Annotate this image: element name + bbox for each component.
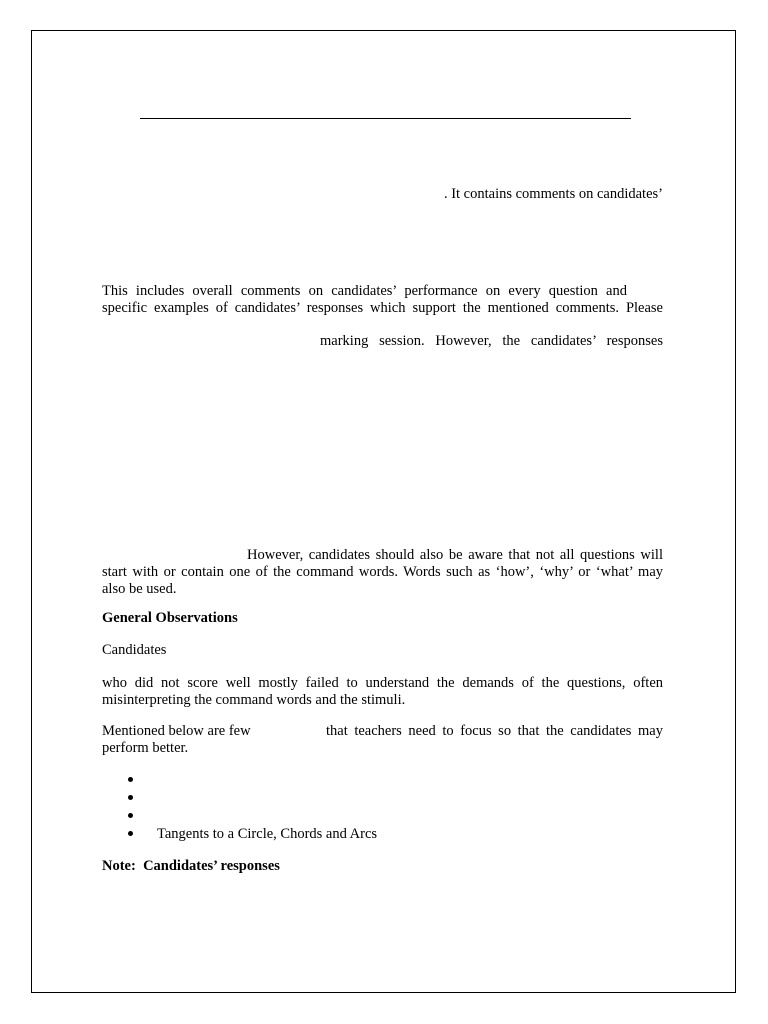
bullet-dot-icon bbox=[128, 777, 133, 782]
paragraph-4-line-1-end: that teachers need to focus so that the candidates may bbox=[326, 723, 663, 739]
bullet-item-text: Tangents to a Circle, Chords and Arcs bbox=[157, 826, 378, 842]
intro-line: . It contains comments on candidates’ bbox=[443, 186, 663, 202]
paragraph-4-line-2: perform better. bbox=[102, 740, 189, 756]
paragraph-1-line-3: marking session. However, the candidates’ responses bbox=[320, 333, 663, 349]
bullet-dot-icon bbox=[128, 831, 133, 836]
bullet-item bbox=[128, 825, 377, 843]
title-underline bbox=[140, 118, 631, 119]
paragraph-3-line-1: who did not score well mostly failed to understand the demands of the questions, often bbox=[102, 675, 663, 691]
bullet-dot-icon bbox=[128, 813, 133, 818]
document-page bbox=[31, 30, 736, 993]
note-label: Note: bbox=[102, 858, 136, 874]
paragraph-2-line-2: start with or contain one of the command words. Words such as ‘how’, ‘why’ or ‘what’ may bbox=[102, 564, 663, 580]
paragraph-3-line-2: misinterpreting the command words and the stimuli. bbox=[102, 692, 406, 708]
bullet-item bbox=[128, 807, 377, 825]
candidates-line: Candidates bbox=[102, 642, 167, 658]
paragraph-1-line-1: This includes overall comments on candidates’ performance on every question and bbox=[102, 283, 627, 299]
paragraph-2-line-1: However, candidates should also be aware that not all questions will bbox=[247, 547, 663, 563]
bullet-item bbox=[128, 789, 377, 807]
topic-bullet-list bbox=[128, 771, 377, 843]
paragraph-1-line-2: specific examples of candidates’ responses which support the mentioned comments. Please bbox=[102, 300, 663, 316]
bullet-dot-icon bbox=[128, 795, 133, 800]
bullet-item bbox=[128, 771, 377, 789]
paragraph-2-line-3: also be used. bbox=[102, 581, 177, 597]
note-text: Candidates’ responses bbox=[143, 858, 280, 874]
paragraph-4-line-1-start: Mentioned below are few bbox=[102, 723, 251, 739]
note-line bbox=[102, 858, 280, 875]
general-observations-heading: General Observations bbox=[102, 610, 238, 626]
